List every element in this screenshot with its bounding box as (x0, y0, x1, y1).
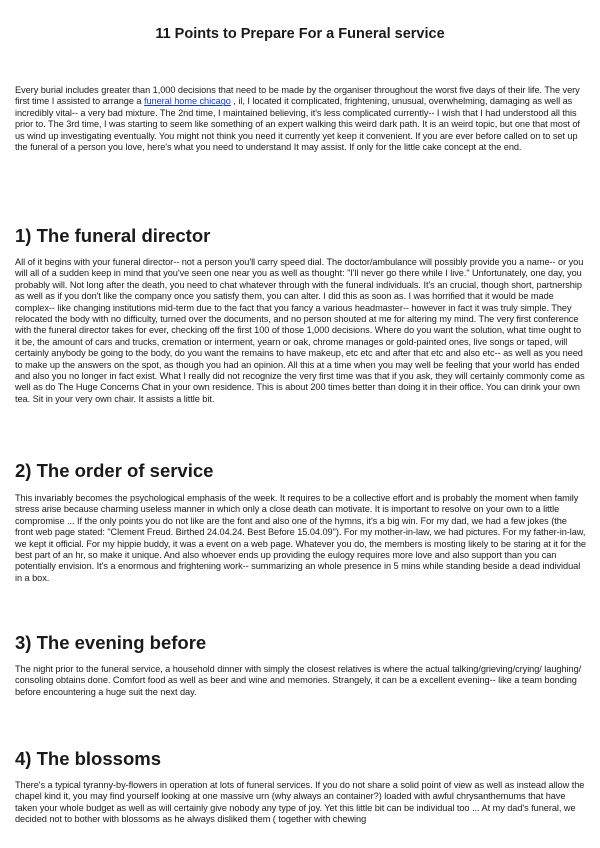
intro-text-after-link: , il, I located it complicated, frightening, unusual, overwhelming, damaging as well as incredibly vital-- a very bad mixture. The 2nd time, I maintained believing, it's less complicated currently-- I wish that I had understood all this prior to. The 3rd time, I was starting to seem like something of an expert walking this weird dark path. It is an weird topic, but one that most of us wind up investigating eventually. You might not think you need it currently yet keep it convenient. If you are ever before called on to set up the funeral of a person you love, here's what you need to understand It may assist. If only for the little cake concept at the end. (15, 96, 580, 153)
funeral-home-link[interactable]: funeral home chicago (143, 96, 231, 107)
document-title: 11 Points to Prepare For a Funeral service (155, 26, 445, 42)
section-heading-order-of-service: 2) The order of service (15, 460, 214, 481)
section-text-funeral-director: All of it begins with your funeral director-- not a person you'll carry speed dial. The doctor/ambulance will possibly provide you a name-- or you will all of a sudden keep in mind that you've seen one near you as well as thought: "I'll never go there while I live." Unfortunately, one day, you probably will. Not long after the death, you need to chat whatever through with the funeral individuals. It's an crucial, though short, partnership as well as if you don't like the company once you satisfy them, you can alter. I did this as soon as. I was horrified that it would be made complex-- like changing institutions mid-term due to the fact that you fancy a various headmaster-- however in fact it was truly simple. They relocated the body with no difficulty, turned over the documents, and no person shouted at me for altering my mind. The very first conference with the funeral director takes for ever, checking off the first 100 of those 1,000 decisions. Where do you want the solution, what time ought to it be, the amount of cars and trucks, cremation or interment, yearn or oak, chrome manages or gold-painted ones, live songs or taped, will certainly anybody be going to the body, do you want the remains to have makeup, etc etc and after that etc and also etc-- as well as you need to make up the answers on the spot, as though you had an opinion. All this at a time when you may well be feeling that your world has ended and also you no longer in fact exist. What I really did not recognize the very first time was that if you ask, they will certainly commonly come as well as do The Huge Concerns Chat in your own residence. This is about 200 times better than doing it in their office. You can drink your own tea. Sit in your very own chair. It assists a little bit. (15, 257, 585, 404)
intro-text-before-link: Every burial includes greater than 1,000 decisions that need to be made by the organiser throughout the worst five days of their life. The very first time I assisted to arrange a (15, 85, 580, 107)
section-text-evening-before: The night prior to the funeral service, a household dinner with simply the closest relatives is where the actual talking/grieving/crying/ laughing/ consoling obtains done. Comfort food as well as beer and wine and memories. Strangely, it can be a excellent evening-- like a team bonding before encountering a huge suit the next day. (15, 664, 582, 697)
intro-paragraph (15, 85, 587, 153)
section-heading-blossoms: 4) The blossoms (15, 748, 161, 769)
section-heading-funeral-director: 1) The funeral director (15, 225, 211, 246)
section-heading-evening-before: 3) The evening before (15, 632, 207, 653)
section-text-order-of-service: This invariably becomes the psychological emphasis of the week. It requires to be a collective effort and is probably the moment when family stress arise because charming useless manner in which only a close death can motivate. It is important to resolve on your own to a little compromise ... If the only points you do not like are the font and also one of the hymns, it's a big win. For my dad, we had a few jokes (the front web page stated: "Clement Freud. Birthed 24.04.24. Best Before 15.04.09"). For my mother-in-law, we had pictures. For my father-in-law, we kept it official. For my hippie buddy, it was a event on a web page. Whatever you do, the members is mosting likely to be staring at it for the best part of an hr, so make it unique. And also whoever ends up providing the eulogy requires more love and also support than you can potentially envision. It's a enormous and frightening work-- summarizing an whole presence in 5 mins while standing beside a dead individual in a box. (15, 493, 586, 583)
section-text-blossoms: There's a typical tyranny-by-flowers in operation at lots of funeral services. If you do not share a solid point of view as well as instead allow the chapel kind it, you may find yourself looking at one massive urn (why always an container?) loaded with awful chrysanthemums that have taken your whole budget as well as will certainly give nobody any type of joy. Yet this little bit can be individual too ... At my dad's funeral, we decided not to bother with blossoms as he always disliked them ( together with chewing (15, 780, 585, 825)
